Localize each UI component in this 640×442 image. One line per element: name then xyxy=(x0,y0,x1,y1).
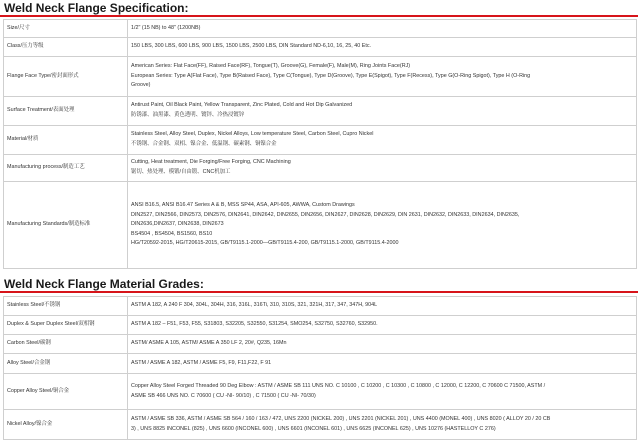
table-row xyxy=(4,155,637,182)
material-grades-table xyxy=(3,296,637,440)
value-line: HG/T20592-2015, HG/T20615-2015, GB/T9115.1-2000—GB/T9115.4-200, GB/T9115.1-2000, GB/T9115.4-2000 xyxy=(131,240,399,247)
specification-table xyxy=(3,19,637,269)
row-label: Size/尺寸 xyxy=(4,20,128,38)
value-line: 3) , UNS 8825 INCONEL (825) , UNS 6600 (INCONEL 600) , UNS 6601 (INCONEL 601) , UNS 6625 (INCONEL 625) , UNS 10276 (HASTELLOY C 276) xyxy=(131,425,496,432)
table-row xyxy=(4,335,637,354)
table-row xyxy=(4,410,637,440)
value-line: European Series: Type A(Flat Face), Type B(Raised Face), Type C(Tongue), Type D(Groove), Type E(Spigot), Type F(Recess), Type G(O-Ring Spigot), Type H (O-Ring xyxy=(131,72,531,79)
value-line: DIN2636,DIN2637, DIN2638, DIN2673 xyxy=(131,221,224,228)
table-row xyxy=(4,97,637,126)
value-line: Antirust Paint, Oil Black Paint, Yellow Transparent, Zinc Plated, Cold and Hot Dip Galvanized xyxy=(131,102,353,109)
spec-section-title: Weld Neck Flange Specification: xyxy=(0,0,638,17)
table-row xyxy=(4,316,637,335)
row-value xyxy=(128,182,637,269)
row-label: Manufacturing process/制造工艺 xyxy=(4,155,128,182)
value-line: Copper Alloy Steel Forged Threaded 90 Deg Elbow : ASTM / ASME SB 111 UNS NO. C 10100 , C 10200 , C 10300 , C 10800 , C 12000, C 12200, C 70600 C 71500, ASTM / xyxy=(131,382,546,389)
row-label: Surface Treatment/表面处理 xyxy=(4,97,128,126)
table-row xyxy=(4,38,637,57)
grades-section-title: Weld Neck Flange Material Grades: xyxy=(0,276,638,293)
table-row xyxy=(4,374,637,410)
row-label: Alloy Steel/合金钢 xyxy=(4,354,128,374)
value-line: BS4504 , BS4504, BS1560, BS10 xyxy=(131,230,213,237)
row-value xyxy=(128,20,637,38)
value-line: ASME SB 466 UNS NO. C 70600 ( CU -NI- 90/10) , C 71500 ( CU -NI- 70/30) xyxy=(131,392,316,399)
row-value xyxy=(128,126,637,155)
value-line: ASTM A 182, A 240 F 304, 304L, 304H, 316, 316L, 316Ti, 310, 310S, 321, 321H, 317, 347, 347H, 904L xyxy=(131,302,378,309)
row-value xyxy=(128,57,637,97)
row-label: Copper Alloy Steel/铜合金 xyxy=(4,374,128,410)
value-line: 锯切、热处理、模锻/自由锻、CNC机加工 xyxy=(131,169,231,175)
row-value xyxy=(128,374,637,410)
table-row xyxy=(4,297,637,316)
row-label: Stainless Steel/不锈钢 xyxy=(4,297,128,316)
row-value xyxy=(128,410,637,440)
row-label: Material/材质 xyxy=(4,126,128,155)
row-value xyxy=(128,297,637,316)
row-label: Flange Face Type/密封面形式 xyxy=(4,57,128,97)
value-line: Groove) xyxy=(131,82,151,89)
table-row xyxy=(4,354,637,374)
value-line: 不锈钢、合金钢、双相、镍合金、低温钢、碳素钢、铜镍合金 xyxy=(131,141,277,147)
value-line: ASTM A 182 – F51, F53, F55, S31803, S32205, S32550, S31254, SMO254, S32750, S32760, S32950. xyxy=(131,321,378,328)
row-value xyxy=(128,316,637,335)
row-value xyxy=(128,155,637,182)
table-row xyxy=(4,57,637,97)
row-value xyxy=(128,38,637,57)
value-line: 1/2" (15 NB) to 48" (1200NB) xyxy=(131,24,201,31)
value-line: 150 LBS, 300 LBS, 600 LBS, 900 LBS, 1500 LBS, 2500 LBS, DIN Standard ND-6,10, 16, 25, 40 Etc. xyxy=(131,43,372,50)
value-line: DIN2527, DIN2566, DIN2573, DIN2576, DIN2641, DIN2642, DIN2655, DIN2656, DIN2627, DIN2628, DIN2629, DIN 2631, DIN2632, DIN2633, DIN2634, DIN2635, xyxy=(131,211,520,218)
row-label: Class/压力等级 xyxy=(4,38,128,57)
value-line: American Series: Flat Face(FF), Raised Face(RF), Tongue(T), Groove(G), Female(F), Male(M), Ring Joints Face(RJ) xyxy=(131,63,411,70)
row-label: Carbon Steel/碳钢 xyxy=(4,335,128,354)
row-label: Manufacturing Standards/制造标准 xyxy=(4,182,128,269)
value-line: ASTM / ASME SB 336, ASTM / ASME SB 564 / 160 / 163 / 472, UNS 2200 (NICKEL 200) , UNS 2201 (NICKEL 201) , UNS 4400 (MONEL 400) , UNS 8020 ( ALLOY 20 / 20 CB xyxy=(131,415,551,422)
row-value xyxy=(128,97,637,126)
row-label: Nickel Alloy/镍合金 xyxy=(4,410,128,440)
value-line: Stainless Steel, Alloy Steel, Duplex, Nickel Alloys, Low temperature Steel, Carbon Steel, Cupro Nickel xyxy=(131,131,374,138)
value-line: Cutting, Heat treatment, Die Forging/Free Forging, CNC Machining xyxy=(131,159,291,166)
value-line: ASTM/ ASME A 105, ASTM/ ASME A 350 LF 2, 20#, Q235, 16Mn xyxy=(131,340,287,347)
value-line: ASTM / ASME A 182, ASTM / ASME F5, F9, F11,F22, F 91 xyxy=(131,359,272,366)
row-value xyxy=(128,335,637,354)
value-line: 防锈漆、油黑漆、黄色透明、镀锌、冷热浸镀锌 xyxy=(131,112,245,118)
table-row xyxy=(4,20,637,38)
value-line: ANSI B16.5, ANSI B16.47 Series A & B, MSS SP44, ASA, API-605, AWWA, Custom Drawings xyxy=(131,202,355,209)
table-row xyxy=(4,126,637,155)
row-value xyxy=(128,354,637,374)
table-row xyxy=(4,182,637,269)
row-label: Duplex & Super Duplex Steel/双相钢 xyxy=(4,316,128,335)
